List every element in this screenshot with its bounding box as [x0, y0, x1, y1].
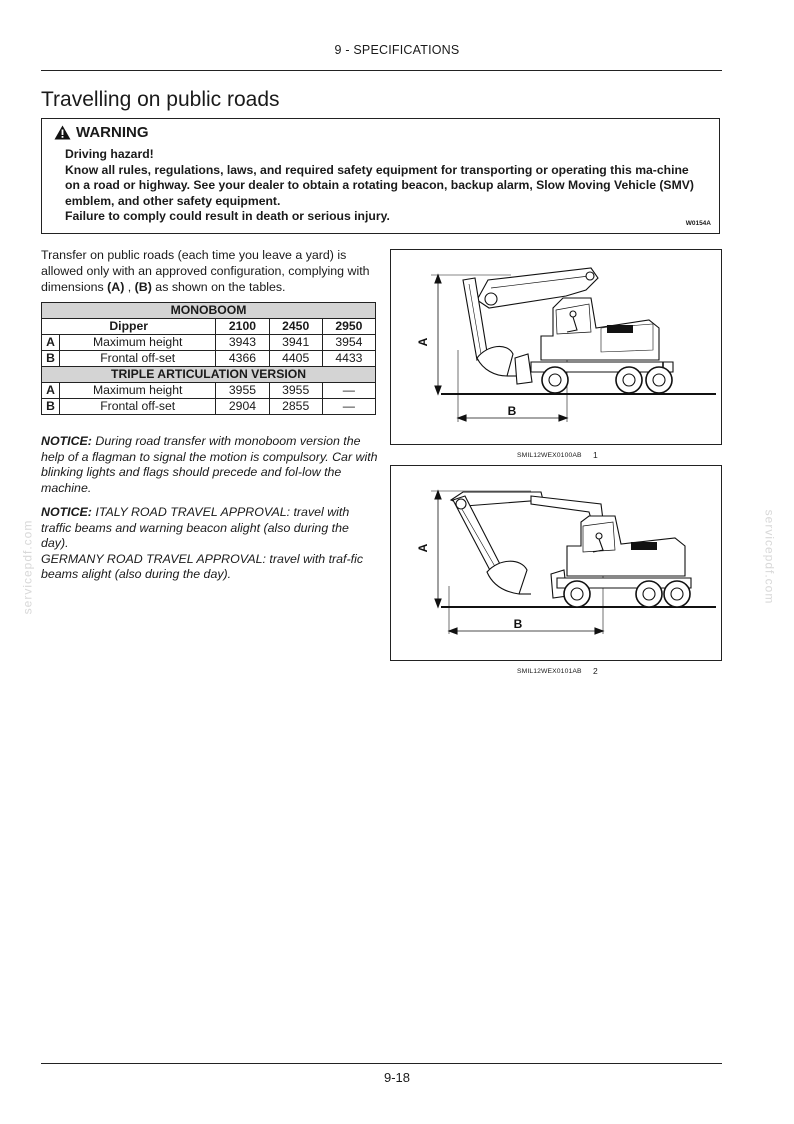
triple-articulation-title: TRIPLE ARTICULATION VERSION	[42, 367, 376, 383]
monoboom-title: MONOBOOM	[42, 303, 376, 319]
cell-value: 3941	[269, 335, 322, 351]
dimension-b-ref: (B)	[134, 280, 152, 294]
warning-line: Driving hazard!	[65, 147, 154, 161]
triple-articulation-excavator-drawing	[391, 466, 723, 662]
notice-text: During road transfer with monoboom version the help of a flagman to signal the motion is compulsory. Car with blinking lights and flags should precede and fol-low the machine.	[41, 434, 378, 495]
notice-road-approval	[41, 505, 379, 583]
intro-separator: ,	[124, 280, 135, 294]
cell-value: 3955	[216, 383, 269, 399]
warning-label: WARNING	[76, 124, 149, 141]
figure-monoboom	[390, 249, 722, 445]
cell-value: 3954	[322, 335, 375, 351]
dimension-label-b: B	[513, 617, 523, 631]
warning-body	[65, 147, 705, 225]
col-header: 2100	[216, 319, 269, 335]
footer-rule	[41, 1063, 722, 1064]
cell-value: —	[322, 383, 375, 399]
monoboom-excavator-drawing	[391, 250, 723, 446]
row-label: Maximum height	[60, 383, 216, 399]
cell-value: 4366	[216, 351, 269, 367]
intro-paragraph	[41, 247, 381, 295]
page-title: Travelling on public roads	[41, 88, 280, 111]
dimension-label-a: A	[416, 543, 430, 553]
table-header-row	[42, 319, 376, 335]
figure-number: 1	[593, 450, 598, 460]
page-number: 9-18	[383, 1070, 411, 1085]
col-header: 2450	[269, 319, 322, 335]
col-header: 2950	[322, 319, 375, 335]
table-row	[42, 399, 376, 415]
dimensions-table	[41, 302, 376, 415]
row-label: Frontal off-set	[60, 399, 216, 415]
row-key: B	[42, 351, 60, 367]
table-row	[42, 383, 376, 399]
notice-italy	[41, 505, 379, 552]
figure-number: 2	[593, 666, 598, 676]
intro-text: Transfer on public roads (each time you leave a yard) is allowed only with an approved configuration, complying with dimensions	[41, 248, 370, 294]
figure-caption: SMIL12WEX0101AB	[517, 668, 582, 675]
dimension-a-ref: (A)	[107, 280, 125, 294]
notice-monoboom	[41, 434, 379, 496]
row-label: Frontal off-set	[60, 351, 216, 367]
row-key: A	[42, 383, 60, 399]
cell-value: 2855	[269, 399, 322, 415]
intro-text-end: as shown on the tables.	[151, 280, 286, 294]
dipper-header: Dipper	[42, 319, 216, 335]
cell-value: 2904	[216, 399, 269, 415]
cell-value: 4433	[322, 351, 375, 367]
warning-triangle-icon	[54, 125, 71, 140]
notice-label: NOTICE:	[41, 434, 92, 448]
table-row	[42, 351, 376, 367]
row-key: A	[42, 335, 60, 351]
notice-label: NOTICE:	[41, 505, 92, 519]
warning-line: Failure to comply could result in death or serious injury.	[65, 209, 390, 224]
figure-triple-articulation	[390, 465, 722, 661]
table-row	[42, 335, 376, 351]
cell-value: 3943	[216, 335, 269, 351]
header-rule	[41, 70, 722, 71]
warning-heading	[54, 124, 149, 141]
cell-value: —	[322, 399, 375, 415]
watermark-left: servicepdf.com	[20, 519, 35, 615]
notice-germany: GERMANY ROAD TRAVEL APPROVAL: travel with traf-fic beams alight (also during the day).	[41, 551, 364, 582]
notice-text: ITALY ROAD TRAVEL APPROVAL: travel with traffic beams and warning beacon alight (also during the day).	[41, 505, 350, 551]
cell-value: 4405	[269, 351, 322, 367]
dimension-label-b: B	[507, 404, 517, 418]
warning-line: Know all rules, regulations, laws, and required safety equipment for transporting or operating this ma-chine on a road or highway. See your dealer to obtain a rotating beacon, backup alarm, Slow Moving Vehicle (SMV) emblem, and other safety equipment.	[65, 162, 694, 208]
section-header: 9 - SPECIFICATIONS	[334, 43, 460, 57]
warning-box	[41, 118, 720, 234]
row-label: Maximum height	[60, 335, 216, 351]
table-band-row	[42, 303, 376, 319]
warning-code: W0154A	[685, 220, 711, 227]
cell-value: 3955	[269, 383, 322, 399]
table-band-row	[42, 367, 376, 383]
watermark-right: servicepdf.com	[762, 509, 777, 605]
row-key: B	[42, 399, 60, 415]
figure-caption: SMIL12WEX0100AB	[517, 452, 582, 459]
dimension-label-a: A	[416, 337, 430, 347]
